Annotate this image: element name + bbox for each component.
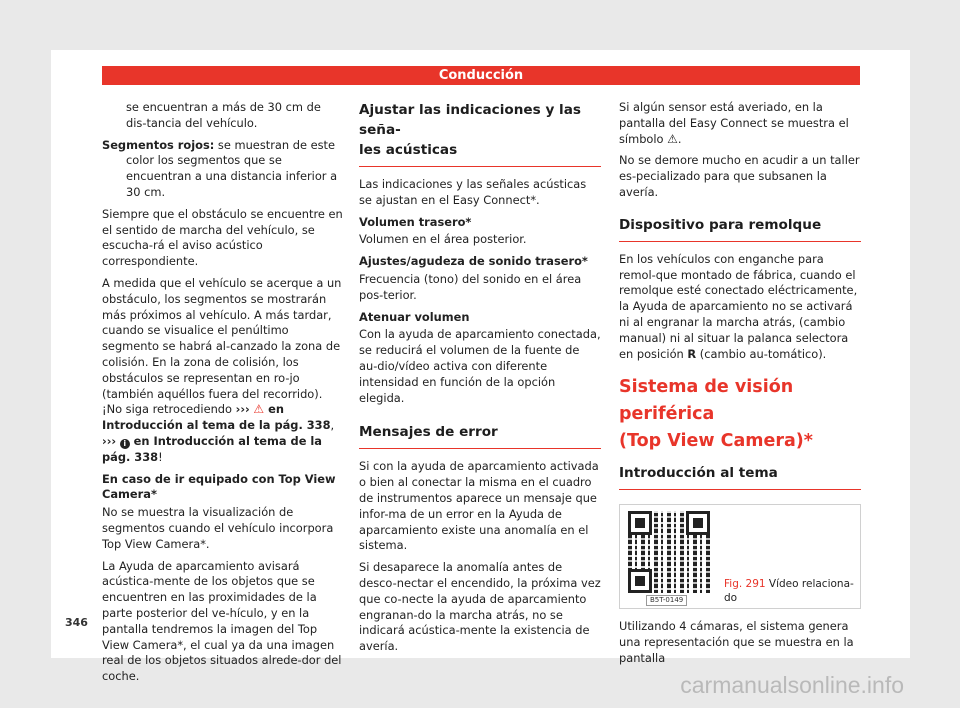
paragraph: se encuentran a más de 30 cm de dis-tancia del vehículo.	[126, 100, 321, 130]
heading-line: les acústicas	[359, 142, 458, 158]
paragraph: Con la ayuda de aparcamiento conectada, se reducirá el volumen de la fuente de au-dio/vídeo activa con diferente intensidad en función de la opción elegida.	[359, 327, 601, 405]
paragraph: Si con la ayuda de aparcamiento activada o bien al conectar la misma en el cuadro de instrumentos aparece un mensaje que infor-ma de un error en la Ayuda de aparcamiento existe una anomalía en el sistema.	[359, 459, 599, 553]
section-header: Conducción	[102, 66, 860, 85]
column-right	[619, 100, 861, 673]
figure-label: Fig. 291	[724, 578, 766, 591]
paragraph-with-icon	[619, 100, 861, 147]
separator: ,	[330, 418, 335, 433]
definition-term: Segmentos rojos:	[102, 137, 215, 152]
paragraph: Utilizando 4 cámaras, el sistema genera una representación que se muestra en la pantalla	[619, 619, 854, 665]
page-number: 346	[65, 616, 88, 629]
warning-triangle-icon: ⚠	[667, 131, 678, 146]
figure	[619, 504, 861, 609]
section-heading: Introducción al tema	[619, 463, 861, 490]
paragraph: No se demore mucho en acudir a un taller es-pecializado para que subsanen la avería.	[619, 153, 860, 199]
reference-link-warning[interactable]: en Introducción al tema de la pág. 338	[102, 402, 331, 433]
definition-item	[102, 138, 344, 201]
reference-link-info[interactable]: en Introducción al tema de la pág. 338	[102, 433, 322, 464]
definition-text: se muestran de este color los segmentos que se encuentran a una distancia inferior a 30 cm.	[126, 137, 338, 199]
punctuation: .	[677, 131, 682, 146]
title-line: Sistema de visión periférica	[619, 377, 794, 425]
paragraph: Si desaparece la anomalía antes de desco-nectar el encendido, la próxima vez que co-necte la ayuda de aparcamiento engranan-do la marcha atrás, no se indicará acústica-mente la existencia de avería.	[359, 560, 601, 654]
paragraph: La Ayuda de aparcamiento avisará acústica-mente de los objetos que se encuentren en las proximidades de la parte posterior del ve-hículo, y en la pantalla tendremos la imagen del Top View Camera*, el cual ya da una imagen real de los objetos situados alrede-dor del coche.	[102, 558, 342, 684]
paragraph: Frecuencia (tono) del sonido en el área pos-terior.	[359, 271, 582, 302]
paragraph-with-refs	[102, 276, 344, 466]
paragraph: Las indicaciones y las señales acústicas se ajustan en el Easy Connect*.	[359, 177, 587, 207]
paragraph: Volumen en el área posterior.	[359, 232, 527, 247]
warning-triangle-icon: ⚠	[253, 402, 265, 417]
punctuation: !	[158, 449, 163, 464]
paragraph	[619, 252, 861, 363]
figure-caption-text: Vídeo relaciona-do	[724, 578, 854, 605]
qr-finder	[628, 569, 652, 593]
title-line: (Top View Camera)*	[619, 431, 813, 452]
figure-code: B5T-0149	[646, 595, 687, 606]
column-left	[102, 100, 344, 691]
gear-position: R	[687, 346, 697, 361]
subheading: Atenuar volumen	[359, 309, 470, 324]
subheading: Volumen trasero*	[359, 214, 472, 229]
paragraph-text: A medida que el vehículo se acerque a un obstáculo, los segmentos se mostrarán más próximos al vehículo. A más tardar, cuando se visualice el penúltimo segmento se habrá al-canzado la zona de colisión. En la zona de colisión, los obstáculos se representan en ro-jo (también aquéllos fuera del recorrido). ¡No siga retrocediendo	[102, 275, 342, 417]
info-circle-icon: i	[120, 439, 130, 449]
section-heading	[359, 100, 601, 167]
section-heading: Mensajes de error	[359, 422, 601, 449]
section-heading: Dispositivo para remolque	[619, 215, 861, 242]
paragraph-text: En los vehículos con enganche para remol-que montado de fábrica, cuando el remolque esté conectado eléctricamente, la Ayuda de aparcamiento no se activará ni al engranar la marcha atrás, (cambio manual) ni al situar la palanca selectora en posición	[619, 251, 858, 361]
qr-finder	[686, 511, 710, 535]
heading-line: Ajustar las indicaciones y las seña-	[359, 102, 581, 138]
figure-caption	[724, 577, 856, 605]
watermark: carmanualsonline.info	[680, 672, 904, 698]
subheading: En caso de ir equipado con Top View Camera*	[102, 471, 336, 502]
paragraph-text: (cambio au-tomático).	[696, 346, 827, 361]
qr-finder	[628, 511, 652, 535]
subheading: Ajustes/agudeza de sonido trasero*	[359, 254, 588, 269]
paragraph: No se muestra la visualización de segmentos cuando el vehículo incorpora Top View Camera*.	[102, 505, 334, 551]
paragraph-text: Si algún sensor está averiado, en la pantalla del Easy Connect se muestra el símbolo	[619, 100, 849, 146]
reference-arrow: ›››	[235, 402, 250, 417]
paragraph: Siempre que el obstáculo se encuentre en el sentido de marcha del vehículo, se escucha-rá el aviso acústico correspondiente.	[102, 206, 343, 269]
reference-arrow: ›››	[102, 433, 117, 448]
chapter-title	[619, 374, 861, 455]
column-middle	[359, 100, 601, 661]
